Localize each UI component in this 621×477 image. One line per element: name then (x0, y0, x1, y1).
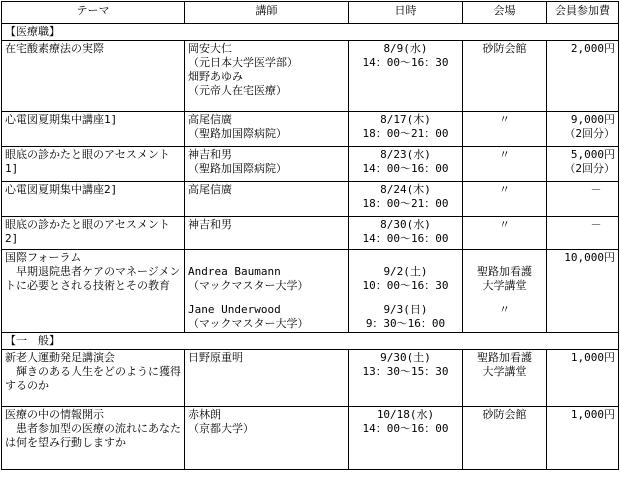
datetime-first: 9/2(土) 10：00～16：30 (362, 265, 449, 292)
lecturer-cell: 高尾信廣 (185, 182, 349, 217)
datetime-cell: 8/9(水) 14：00～16：30 (349, 41, 463, 112)
datetime-cell: 8/23(水) 14：00～16：00 (349, 147, 463, 182)
section-filler (185, 24, 349, 41)
lecturer-cell: 岡安大仁 （元日本大学医学部） 畑野あゆみ （元帝人在宅医療） (185, 41, 349, 112)
venue-second: 〃 (499, 303, 510, 316)
table-row (2, 250, 619, 333)
section-filler (349, 333, 463, 350)
theme-cell: 医療の中の情報開示 患者参加型の医療の流れにあなたは何を望み行動しますか (2, 407, 185, 470)
venue-cell: 〃 (463, 217, 547, 250)
venue-first: 聖路加看護 大学講堂 (477, 265, 532, 292)
section-filler (463, 24, 547, 41)
datetime-cell: 9/30(土) 13：30～15：30 (349, 350, 463, 407)
lecturer-cell: 高尾信廣 （聖路加国際病院） (185, 112, 349, 147)
header-lecturer: 講師 (185, 2, 349, 24)
venue-cell: 砂防会館 (463, 41, 547, 112)
section-row-general (2, 333, 619, 350)
fee-cell: － (547, 217, 619, 250)
fee-cell: 2,000円 (547, 41, 619, 112)
datetime-second: 9/3(日) 9：30～16：00 (365, 303, 446, 330)
schedule-table (1, 1, 619, 470)
fee-cell: 1,000円 (547, 407, 619, 470)
section-filler (547, 333, 619, 350)
section-filler (547, 24, 619, 41)
header-venue: 会場 (463, 2, 547, 24)
section-filler (463, 333, 547, 350)
table-row (2, 112, 619, 147)
fee-cell: － (547, 182, 619, 217)
venue-cell: 聖路加看護 大学講堂 (463, 350, 547, 407)
theme-cell: 国際フォーラム 早期退院患者ケアのマネージメントに必要とされる技術とその教育 (2, 250, 185, 333)
lecturer-cell: 神吉和男 (185, 217, 349, 250)
lecturer-cell: 日野原重明 (185, 350, 349, 407)
fee-cell: 10,000円 (547, 250, 619, 333)
theme-cell: 在宅酸素療法の実際 (2, 41, 185, 112)
lecturer-second: Jane Underwood （マックマスター大学） (188, 303, 309, 330)
table-row (2, 407, 619, 470)
fee-cell: 9,000円 （2回分） (547, 112, 619, 147)
table-row (2, 182, 619, 217)
header-datetime: 日時 (349, 2, 463, 24)
header-fee: 会員参加費 (547, 2, 619, 24)
section-filler (185, 333, 349, 350)
datetime-cell (349, 250, 463, 333)
venue-cell: 〃 (463, 112, 547, 147)
venue-cell: 〃 (463, 182, 547, 217)
datetime-cell: 8/30(水) 14：00～16：00 (349, 217, 463, 250)
lecturer-first: Andrea Baumann （マックマスター大学） (188, 265, 309, 292)
lecturer-cell (185, 250, 349, 333)
datetime-cell: 10/18(水) 14：00～16：00 (349, 407, 463, 470)
section-row-medical (2, 24, 619, 41)
lecturer-cell: 赤林朗 （京都大学） (185, 407, 349, 470)
venue-cell: 砂防会館 (463, 407, 547, 470)
header-theme: テーマ (2, 2, 185, 24)
header-row (2, 2, 619, 24)
theme-cell: 眼底の診かたと眼のアセスメント2] (2, 217, 185, 250)
table-row (2, 41, 619, 112)
table-row (2, 350, 619, 407)
venue-cell: 〃 (463, 147, 547, 182)
lecturer-cell: 神吉和男 （聖路加国際病院） (185, 147, 349, 182)
datetime-cell: 8/24(木) 18：00～21：00 (349, 182, 463, 217)
theme-cell: 新老人運動発足講演会 輝きのある人生をどのように獲得するのか (2, 350, 185, 407)
datetime-cell: 8/17(木) 18：00～21：00 (349, 112, 463, 147)
theme-cell: 眼底の診かたと眼のアセスメント1] (2, 147, 185, 182)
venue-cell (463, 250, 547, 333)
section-filler (349, 24, 463, 41)
table-row (2, 217, 619, 250)
section-label-medical: 【医療職】 (2, 24, 185, 41)
fee-cell: 5,000円 （2回分） (547, 147, 619, 182)
fee-cell: 1,000円 (547, 350, 619, 407)
theme-cell: 心電図夏期集中講座2] (2, 182, 185, 217)
theme-cell: 心電図夏期集中講座1] (2, 112, 185, 147)
section-label-general: 【一 般】 (2, 333, 185, 350)
table-row (2, 147, 619, 182)
